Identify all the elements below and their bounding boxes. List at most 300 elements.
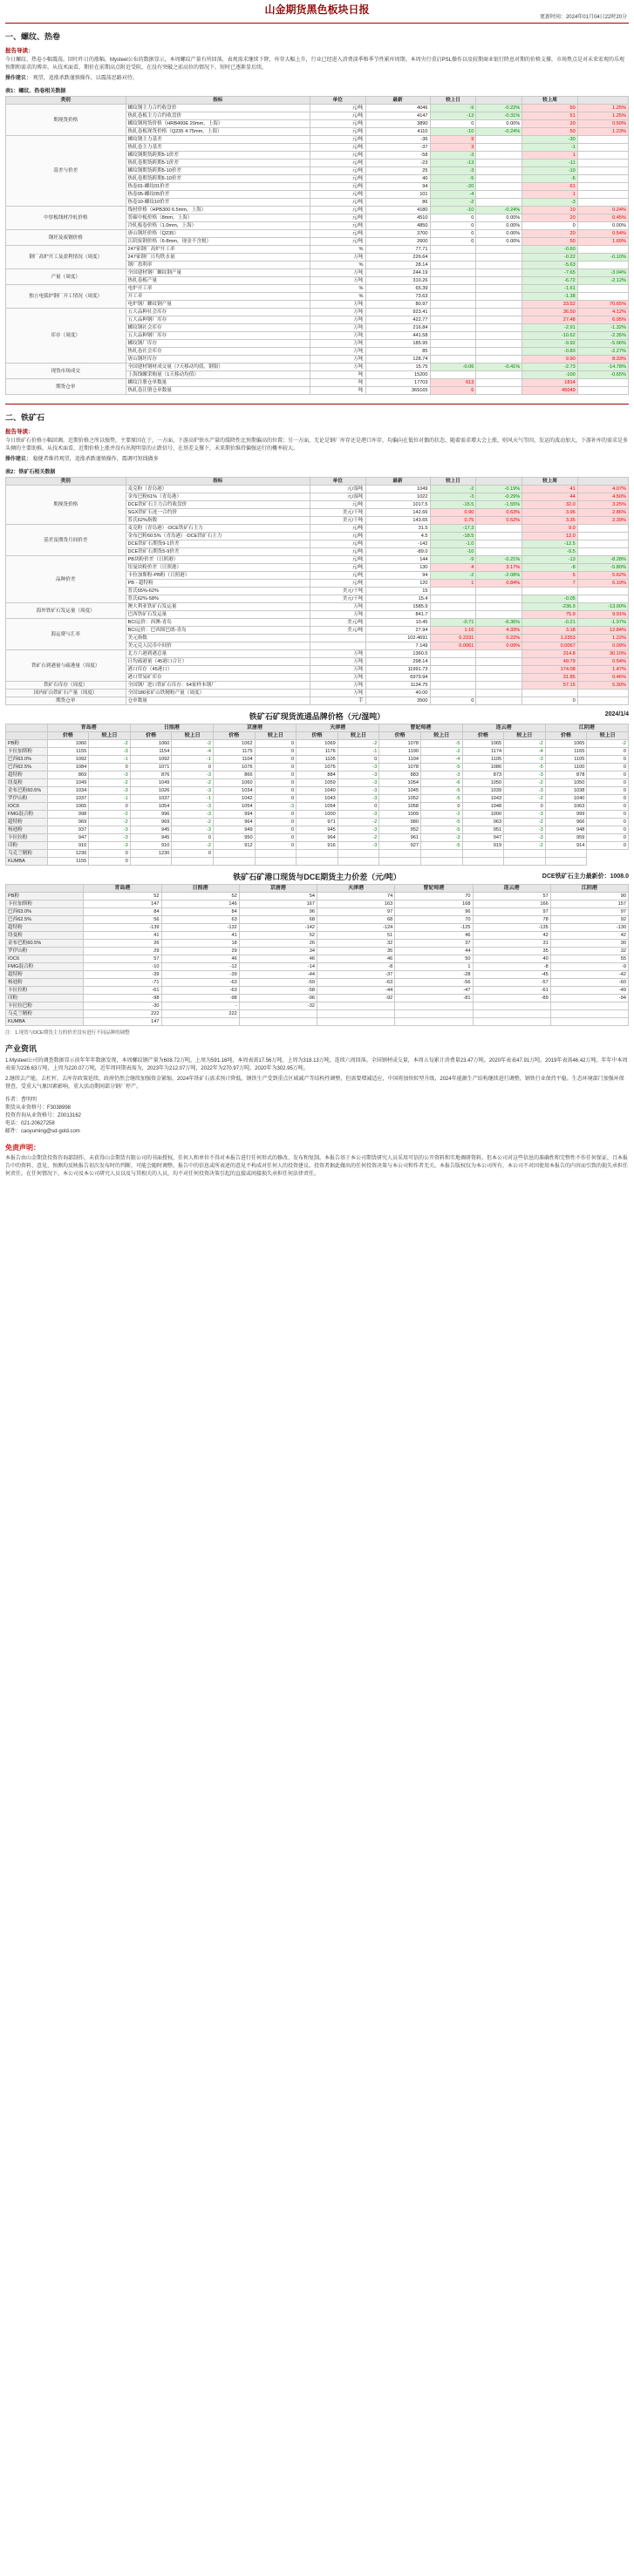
value-cell bbox=[430, 658, 476, 666]
value-cell: 369165 bbox=[365, 387, 430, 395]
value-cell: 92 bbox=[550, 916, 628, 924]
value-cell: 0 bbox=[172, 764, 214, 771]
value-cell: 56 bbox=[84, 916, 161, 924]
value-cell: 1092 bbox=[130, 756, 172, 764]
value-cell: 0 bbox=[430, 222, 476, 230]
value-cell bbox=[379, 850, 421, 858]
value-cell bbox=[430, 690, 476, 697]
table-row bbox=[6, 486, 629, 493]
value-cell bbox=[430, 254, 476, 262]
table2-header bbox=[6, 478, 629, 486]
value-cell: -5 bbox=[420, 740, 462, 748]
value-cell: 1060 bbox=[130, 740, 172, 748]
value-cell: 33.52 bbox=[522, 301, 577, 309]
value-cell: 963 bbox=[462, 819, 504, 826]
value-cell bbox=[473, 1018, 550, 1026]
value-cell: 910 bbox=[130, 842, 172, 850]
indicator-cell: 热轧卷主力基差 bbox=[126, 144, 310, 152]
industry-p2: 2.继续去产能，去杠杆，去库存政策延续，政府仍然会继续加强资金紧缩，2024年铁矿石需求预计降低。钢铁生产受到重点区域减产等结构性调整，但需要增减适应，中国将加快转型升级，2024年能源生产结构继续进行调整，钢铁行业保持平稳。生态环境部门加强环保督查，受重大气象因素影响，重大活动期间部分钢厂停产。 bbox=[5, 1077, 624, 1090]
value-cell: 0 bbox=[587, 779, 629, 787]
value-cell bbox=[473, 1010, 550, 1018]
value-cell: -2 bbox=[504, 795, 546, 803]
corner-cell bbox=[6, 724, 48, 732]
value-cell: 万吨 bbox=[310, 650, 365, 658]
value-cell bbox=[172, 858, 214, 866]
value-cell: 4510 bbox=[365, 214, 430, 222]
value-cell: -3 bbox=[337, 811, 379, 819]
table-row bbox=[6, 955, 629, 963]
value-cell: 959 bbox=[545, 834, 587, 842]
port-header: 日照港 bbox=[130, 724, 213, 732]
indicator-cell: 热轧卷期货跨期5-1价差 bbox=[126, 160, 310, 167]
table-row bbox=[6, 650, 629, 658]
indicator-cell: 普氏62%-58% bbox=[126, 595, 310, 603]
value-cell: 1054 bbox=[297, 803, 338, 811]
sub-header: 价格 bbox=[47, 732, 89, 740]
value-cell: 1000 bbox=[462, 811, 504, 819]
value-cell bbox=[255, 858, 297, 866]
value-cell: 966 bbox=[545, 819, 587, 826]
value-cell: -1 bbox=[172, 756, 214, 764]
value-cell: 元/吨 bbox=[310, 144, 365, 152]
table-header-cell: 较上周 bbox=[522, 97, 577, 105]
value-cell bbox=[577, 144, 628, 152]
sub-header: 价格 bbox=[462, 732, 504, 740]
value-cell bbox=[476, 152, 522, 160]
port-header: 连云港 bbox=[462, 724, 545, 732]
value-cell bbox=[504, 858, 546, 866]
brand-cell: 纽曼粉 bbox=[6, 932, 84, 940]
value-cell: 914 bbox=[545, 842, 587, 850]
value-cell: -5.06% bbox=[577, 340, 628, 348]
indicator-cell: 美元指数 bbox=[126, 635, 310, 642]
value-cell bbox=[476, 540, 522, 548]
value-cell: 吨 bbox=[310, 387, 365, 395]
value-cell: 1076 bbox=[297, 764, 338, 771]
value-cell: 1104 bbox=[379, 756, 421, 764]
value-cell bbox=[577, 160, 628, 167]
port-header: 天津港 bbox=[317, 885, 395, 893]
value-cell bbox=[476, 697, 522, 705]
value-cell: -37 bbox=[317, 971, 395, 979]
value-cell: 0 bbox=[172, 834, 214, 842]
indicator-cell: 电炉开工率 bbox=[126, 285, 310, 293]
value-cell: 1084 bbox=[47, 764, 89, 771]
value-cell: -0.05 bbox=[522, 595, 577, 603]
value-cell: 51 bbox=[317, 932, 395, 940]
value-cell: 0.0061 bbox=[430, 642, 476, 650]
value-cell: -42 bbox=[550, 971, 628, 979]
value-cell bbox=[213, 858, 255, 866]
value-cell: -36 bbox=[365, 136, 430, 144]
value-cell: 102.4691 bbox=[365, 635, 430, 642]
value-cell: 0 bbox=[587, 748, 629, 756]
value-cell: -2 bbox=[504, 740, 546, 748]
value-cell: 1092 bbox=[47, 756, 89, 764]
table-row bbox=[6, 787, 629, 795]
value-cell: 314.8 bbox=[522, 650, 577, 658]
value-cell: 949 bbox=[213, 826, 255, 834]
value-cell: -5 bbox=[420, 787, 462, 795]
value-cell: -2 bbox=[89, 819, 131, 826]
value-cell: 883 bbox=[379, 771, 421, 779]
value-cell: 0.45% bbox=[577, 214, 628, 222]
value-cell: -3 bbox=[337, 764, 379, 771]
value-cell bbox=[476, 379, 522, 387]
value-cell: 0.84% bbox=[476, 580, 522, 588]
value-cell bbox=[213, 850, 255, 858]
value-cell: -3.04% bbox=[577, 269, 628, 277]
value-cell: 万吨 bbox=[310, 690, 365, 697]
value-cell: 84 bbox=[84, 908, 161, 916]
value-cell: 1050 bbox=[545, 779, 587, 787]
value-cell: 96 bbox=[239, 908, 317, 916]
value-cell: 964 bbox=[213, 819, 255, 826]
value-cell: 元/吨 bbox=[310, 105, 365, 112]
value-cell: 50 bbox=[522, 238, 577, 246]
value-cell: 1065 bbox=[47, 803, 89, 811]
value-cell: 1069 bbox=[297, 740, 338, 748]
value-cell bbox=[476, 191, 522, 199]
value-cell: 万吨 bbox=[310, 356, 365, 364]
value-cell: -5 bbox=[420, 795, 462, 803]
value-cell: -3 bbox=[172, 803, 214, 811]
brand-cell: 杨迪粉 bbox=[6, 826, 48, 834]
table-header-cell: 较上周 bbox=[522, 478, 577, 486]
value-cell: -2 bbox=[420, 811, 462, 819]
value-cell: 950 bbox=[213, 834, 255, 842]
value-cell: -9 bbox=[430, 105, 476, 112]
value-cell: 0 bbox=[255, 779, 297, 787]
value-cell: -2 bbox=[430, 572, 476, 580]
value-cell: -13 bbox=[430, 112, 476, 120]
value-cell: -5 bbox=[430, 175, 476, 183]
value-cell: 50 bbox=[522, 105, 577, 112]
value-cell bbox=[550, 1010, 628, 1018]
value-cell bbox=[420, 858, 462, 866]
value-cell: -60 bbox=[550, 979, 628, 987]
value-cell: 3.25% bbox=[577, 501, 628, 509]
table-header-cell bbox=[577, 478, 628, 486]
value-cell bbox=[476, 301, 522, 309]
value-cell: 20 bbox=[522, 214, 577, 222]
indicator-cell: 金布巴粉61%（青岛港） bbox=[126, 493, 310, 501]
value-cell: 46 bbox=[395, 932, 473, 940]
value-cell: 157 bbox=[550, 901, 628, 908]
value-cell: 1105 bbox=[545, 756, 587, 764]
value-cell: 3.96 bbox=[522, 509, 577, 517]
value-cell: 226.64 bbox=[365, 254, 430, 262]
value-cell: 873 bbox=[462, 771, 504, 779]
value-cell: -2 bbox=[89, 811, 131, 819]
value-cell: -2 bbox=[504, 842, 546, 850]
value-cell: 1009 bbox=[379, 811, 421, 819]
value-cell: 27.48 bbox=[522, 316, 577, 324]
table-row bbox=[6, 795, 629, 803]
value-cell: 20 bbox=[522, 230, 577, 238]
value-cell: 1062 bbox=[213, 740, 255, 748]
indicator-cell: 五大品种钢厂库存 bbox=[126, 332, 310, 340]
category-cell: 独立电弧炉钢厂开工情况（周度） bbox=[6, 285, 126, 309]
value-cell bbox=[476, 175, 522, 183]
value-cell: 万吨 bbox=[310, 332, 365, 340]
author-block bbox=[5, 1097, 629, 1136]
value-cell bbox=[161, 1018, 239, 1026]
category-cell: 铁矿石到港量与疏港量（周度） bbox=[6, 650, 126, 682]
table-row bbox=[6, 285, 629, 293]
value-cell: % bbox=[310, 285, 365, 293]
value-cell bbox=[577, 293, 628, 301]
value-cell: 37 bbox=[395, 940, 473, 948]
category-cell: 基差及期货月间价差 bbox=[6, 525, 126, 556]
brand-cell: 巴西63.0% bbox=[6, 756, 48, 764]
value-cell: -61 bbox=[473, 987, 550, 995]
spot-table-date: 2024/1/4 bbox=[604, 711, 629, 717]
section-rebar-report-text: 今日螺纹、热卷小幅震荡，回吐昨日的涨幅。Mysteel公布的数据显示，本周螺纹产量有所回落，表观需求继续下降，库存大幅上升，行业已经进入消费淡季和季节性累库周期。本周央行重启PSL操作以及较期商业银行降息对期的价格支撑，市场焦点是对未来宏观的乐观预期和需求的博弈。从技术面看，期价在前期高点附近受阻，在没有突破之前高位的情况下，短时已逐渐显后续。 bbox=[5, 58, 625, 71]
value-cell: 3.17% bbox=[476, 564, 522, 572]
value-cell: 0 bbox=[522, 222, 577, 230]
value-cell: -3 bbox=[504, 756, 546, 764]
value-cell: -58 bbox=[365, 152, 430, 160]
value-cell: -3 bbox=[172, 787, 214, 795]
value-cell bbox=[476, 199, 522, 207]
value-cell: 0 bbox=[587, 819, 629, 826]
value-cell: 78 bbox=[473, 916, 550, 924]
indicator-cell: 冷轧板卷价格（1.0mm，上海） bbox=[126, 222, 310, 230]
table-row bbox=[6, 819, 629, 826]
indicator-cell: 热轧卷注册仓单数量 bbox=[126, 387, 310, 395]
brand-cell: 卡拉加斯粉 bbox=[6, 901, 84, 908]
value-cell: 0 bbox=[587, 842, 629, 850]
value-cell: 万吨 bbox=[310, 682, 365, 690]
indicator-cell: 纽曼块粉价差（日照港） bbox=[126, 564, 310, 572]
value-cell: 0 bbox=[255, 764, 297, 771]
value-cell: -14 bbox=[239, 963, 317, 971]
value-cell: 元/吨 bbox=[310, 501, 365, 509]
dce-latest-label: DCE铁矿石主力最新价： bbox=[542, 873, 610, 880]
value-cell bbox=[577, 183, 628, 191]
value-cell: -5.80% bbox=[577, 564, 628, 572]
category-cell: 铁矿石库存（周度） bbox=[6, 682, 126, 690]
value-cell: -0.29% bbox=[476, 493, 522, 501]
table-row bbox=[6, 987, 629, 995]
value-cell: 0 bbox=[587, 787, 629, 795]
value-cell: 1063 bbox=[545, 803, 587, 811]
value-cell bbox=[545, 850, 587, 858]
value-cell: -3 bbox=[89, 787, 131, 795]
value-cell bbox=[430, 285, 476, 293]
value-cell bbox=[577, 262, 628, 269]
value-cell: 1040 bbox=[545, 795, 587, 803]
value-cell bbox=[310, 642, 365, 650]
table-row bbox=[6, 697, 629, 705]
value-cell: 0.75 bbox=[430, 517, 476, 525]
value-cell bbox=[395, 1018, 473, 1026]
value-cell: 32 bbox=[317, 940, 395, 948]
value-cell bbox=[577, 191, 628, 199]
value-cell: 万吨 bbox=[310, 316, 365, 324]
value-cell: 元/吨 bbox=[310, 580, 365, 588]
value-cell bbox=[577, 152, 628, 160]
table-row bbox=[6, 136, 629, 144]
table-row bbox=[6, 779, 629, 787]
value-cell: 0.63% bbox=[476, 509, 522, 517]
category-cell: 期现货价格 bbox=[6, 105, 126, 136]
brand-cell: 金布巴粉60.5% bbox=[6, 787, 48, 795]
value-cell: 878 bbox=[545, 771, 587, 779]
value-cell: -1 bbox=[522, 144, 577, 152]
value-cell: 0 bbox=[587, 803, 629, 811]
table-row bbox=[6, 230, 629, 238]
indicator-cell: 北方六港到港总量 bbox=[126, 650, 310, 658]
value-cell: 元/吨 bbox=[310, 572, 365, 580]
value-cell: -0.83 bbox=[522, 348, 577, 356]
value-cell: -3 bbox=[172, 826, 214, 834]
value-cell bbox=[476, 371, 522, 379]
value-cell: -3 bbox=[420, 771, 462, 779]
table-header-cell: 较上日 bbox=[430, 97, 476, 105]
value-cell: 元/吨 bbox=[310, 112, 365, 120]
value-cell: 吨 bbox=[310, 371, 365, 379]
value-cell: -20 bbox=[430, 183, 476, 191]
indicator-cell: 上海线螺采购量（1天移动均值） bbox=[126, 371, 310, 379]
value-cell: 876 bbox=[130, 771, 172, 779]
category-cell: 钢坯及废钢价格 bbox=[6, 230, 126, 246]
value-cell: 0.00% bbox=[476, 238, 522, 246]
indicator-cell: 电炉钢厂螺纹钢产量 bbox=[126, 301, 310, 309]
value-cell: 31 bbox=[473, 940, 550, 948]
indicator-cell: 热轧卷社会库存 bbox=[126, 348, 310, 356]
value-cell bbox=[476, 324, 522, 332]
value-cell bbox=[577, 690, 628, 697]
value-cell: -56 bbox=[395, 979, 473, 987]
indicator-cell: SGX铁矿石连一合约价 bbox=[126, 509, 310, 517]
table-header-cell: 类别 bbox=[6, 478, 126, 486]
value-cell bbox=[504, 850, 546, 858]
value-cell: 74 bbox=[317, 893, 395, 901]
table-row bbox=[6, 811, 629, 819]
spot-table-title-text: 铁矿石矿现货流通品牌价格（元/湿吨） bbox=[249, 712, 385, 721]
value-cell: -3 bbox=[337, 787, 379, 795]
value-cell: 42 bbox=[473, 932, 550, 940]
value-cell: -59 bbox=[239, 979, 317, 987]
value-cell: 美元/吨 bbox=[310, 619, 365, 627]
value-cell: 4.33% bbox=[476, 627, 522, 635]
value-cell: 841.7 bbox=[365, 611, 430, 619]
value-cell: 30.10% bbox=[577, 650, 628, 658]
value-cell: 0.00% bbox=[476, 214, 522, 222]
value-cell: 元/吨 bbox=[310, 152, 365, 160]
value-cell: 1.25% bbox=[577, 105, 628, 112]
value-cell: 961 bbox=[379, 834, 421, 842]
author-email[interactable]: 邮件：caoyuming@sd-gold.com bbox=[5, 1129, 80, 1134]
value-cell: % bbox=[310, 293, 365, 301]
value-cell: -3 bbox=[504, 811, 546, 819]
indicator-cell: 螺纹注册仓单数量 bbox=[126, 379, 310, 387]
value-cell: -2 bbox=[89, 740, 131, 748]
value-cell: 30 bbox=[550, 940, 628, 948]
value-cell: 1360.5 bbox=[365, 650, 430, 658]
value-cell: 97 bbox=[473, 908, 550, 916]
value-cell: 0 bbox=[255, 795, 297, 803]
value-cell: -1.61 bbox=[522, 285, 577, 293]
author-consult-license: 投资咨询从业资格号：Z0013162 bbox=[5, 1113, 82, 1118]
value-cell: 0 bbox=[522, 697, 577, 705]
value-cell: -63 bbox=[161, 979, 239, 987]
corner-cell bbox=[6, 885, 84, 893]
dce-latest bbox=[542, 872, 629, 880]
value-cell: -3 bbox=[504, 834, 546, 842]
table-header-cell: 单位 bbox=[310, 478, 365, 486]
value-cell: -2 bbox=[172, 740, 214, 748]
value-cell: 6979.94 bbox=[365, 674, 430, 682]
op-text: 观望，追涨杀跌谨慎操作，以震荡思路对待。 bbox=[32, 76, 138, 81]
value-cell: 1.2353 bbox=[522, 635, 577, 642]
value-cell: -2.12% bbox=[577, 277, 628, 285]
value-cell: 1175 bbox=[213, 748, 255, 756]
value-cell: 90 bbox=[550, 893, 628, 901]
value-cell: -7.65 bbox=[522, 269, 577, 277]
value-cell bbox=[430, 277, 476, 285]
value-cell bbox=[430, 650, 476, 658]
brand-cell: IOC6 bbox=[6, 803, 48, 811]
value-cell: 947 bbox=[47, 834, 89, 842]
value-cell bbox=[476, 650, 522, 658]
value-cell bbox=[476, 183, 522, 191]
value-cell: -4 bbox=[430, 191, 476, 199]
value-cell bbox=[337, 850, 379, 858]
author-name: 作者：曹明明 bbox=[5, 1098, 37, 1103]
value-cell: 68 bbox=[239, 916, 317, 924]
value-cell bbox=[476, 277, 522, 285]
value-cell: 4.50% bbox=[577, 493, 628, 501]
category-cell: 现货市场成交 bbox=[6, 364, 126, 379]
value-cell bbox=[430, 674, 476, 682]
value-cell: -2 bbox=[430, 199, 476, 207]
value-cell bbox=[297, 850, 338, 858]
value-cell: 77.71 bbox=[365, 246, 430, 254]
value-cell: -3 bbox=[89, 771, 131, 779]
value-cell: -3 bbox=[89, 834, 131, 842]
value-cell: -10.62 bbox=[522, 332, 577, 340]
value-cell: 910 bbox=[47, 842, 89, 850]
table-row bbox=[6, 764, 629, 771]
value-cell bbox=[545, 858, 587, 866]
basis-table-title bbox=[5, 871, 629, 882]
value-cell: 元/吨 bbox=[310, 128, 365, 136]
value-cell: 1049 bbox=[130, 779, 172, 787]
table-header-cell: 最新 bbox=[365, 97, 430, 105]
value-cell: -39 bbox=[161, 971, 239, 979]
value-cell: -0.22 bbox=[522, 254, 577, 262]
value-cell: 980 bbox=[379, 819, 421, 826]
value-cell bbox=[476, 293, 522, 301]
value-cell: -13 bbox=[522, 556, 577, 564]
brand-cell: 印粉 bbox=[6, 995, 84, 1003]
indicator-cell: BCI运价：西澳-青岛 bbox=[126, 619, 310, 627]
value-cell: -125 bbox=[395, 924, 473, 932]
sub-header: 较上日 bbox=[172, 732, 214, 740]
basis-table-title-text: 铁矿石矿港口现货与DCE期货主力价差（元/吨） bbox=[233, 873, 401, 881]
value-cell: 120 bbox=[365, 580, 430, 588]
value-cell: 0.0067 bbox=[522, 642, 577, 650]
value-cell: 146 bbox=[161, 901, 239, 908]
value-cell: 10 bbox=[522, 207, 577, 214]
value-cell: % bbox=[310, 246, 365, 254]
value-cell: -4 bbox=[420, 756, 462, 764]
value-cell: -3 bbox=[430, 152, 476, 160]
value-cell: 0 bbox=[255, 842, 297, 850]
